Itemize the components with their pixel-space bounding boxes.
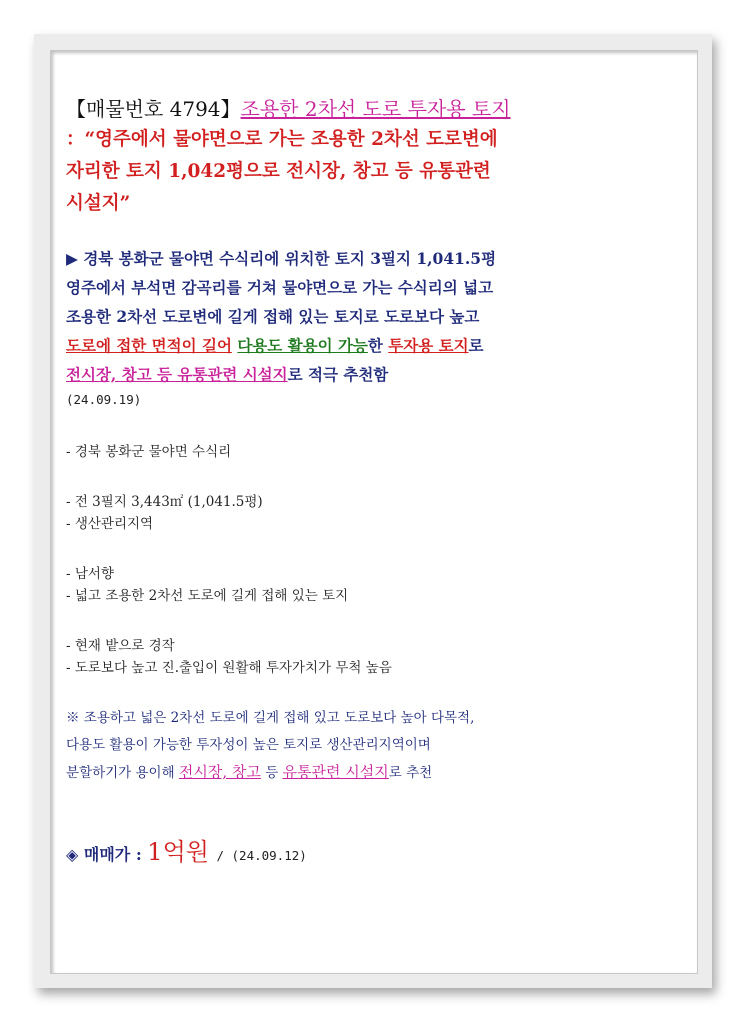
quote-line-2: 자리한 토지 1,042평으로 전시장, 창고 등 유통관련 [66,161,491,182]
price-label: ◈ 매매가 : [66,845,148,864]
listing-title [66,94,666,124]
listing-headline: 조용한 2차선 도로 투자용 토지 [240,97,511,121]
summary-line-3: 조용한 2차선 도로변에 길게 접해 있는 토지로 도로보다 높고 [66,307,480,326]
price-amount: 1억원 [147,838,209,866]
highlight-showroom: 전시장, 창고 등 유통관련 시설지 [66,365,288,384]
detail-current-use: - 현재 밭으로 경작 [66,638,175,654]
details-list [66,441,666,679]
note-line-2: 다용도 활용이 가능한 투자성이 높은 토지로 생산관리지역이며 [66,737,431,753]
summary-line-1: ▶ 경북 봉화군 물야면 수식리에 위치한 토지 3필지 1,041.5평 [66,249,497,268]
detail-location: - 경북 봉화군 물야면 수식리 [66,444,232,460]
highlight-multi-use: 다용도 활용이 가능 [237,336,368,355]
listing-number: 【매물번호 4794】 [66,97,241,121]
price-date: / (24.09.12) [208,848,307,863]
summary-block [66,244,666,411]
summary-line-4: 도로에 접한 면적이 길어 다용도 활용이 가능한 투자용 토지로 [66,336,484,355]
summary-line-2: 영주에서 부석면 감곡리를 거쳐 물야면으로 가는 수식리의 넓고 [66,278,494,297]
note-line-1: ※ 조용하고 넓은 2차선 도로에 길게 접해 있고 도로보다 높아 다목적, [66,710,475,726]
note-line-3: 분할하기가 용이해 전시장, 창고 등 유통관련 시설지로 추천 [66,763,433,781]
note-highlight-distribution: 유통관련 시설지 [282,763,389,781]
detail-gap [66,535,666,563]
quote-line-1: ：“영주에서 물야면으로 가는 조용한 2차선 도로변에 [66,129,498,150]
note-highlight-showroom: 전시장, 창고 [178,763,261,781]
quote-line-3: 시설지” [66,193,131,214]
detail-road: - 넓고 조용한 2차선 도로에 길게 접해 있는 토지 [66,588,349,604]
recommendation-note [66,705,666,787]
detail-area: - 전 3필지 3,443㎡ (1,041.5평) [66,494,263,510]
detail-value: - 도로보다 높고 진.출입이 원활해 투자가치가 무척 높음 [66,660,392,676]
detail-zoning: - 생산관리지역 [66,516,154,532]
highlight-frontage: 도로에 접한 면적이 길어 [66,336,232,355]
summary-line-5: 전시장, 창고 등 유통관련 시설지로 적극 추천함 [66,365,389,384]
detail-gap [66,607,666,635]
detail-orientation: - 남서향 [66,566,114,582]
highlight-investment: 투자용 토지 [388,336,469,355]
listing-content [66,94,666,871]
price-line [66,837,666,871]
summary-date: (24.09.19) [66,392,142,407]
detail-gap [66,463,666,491]
